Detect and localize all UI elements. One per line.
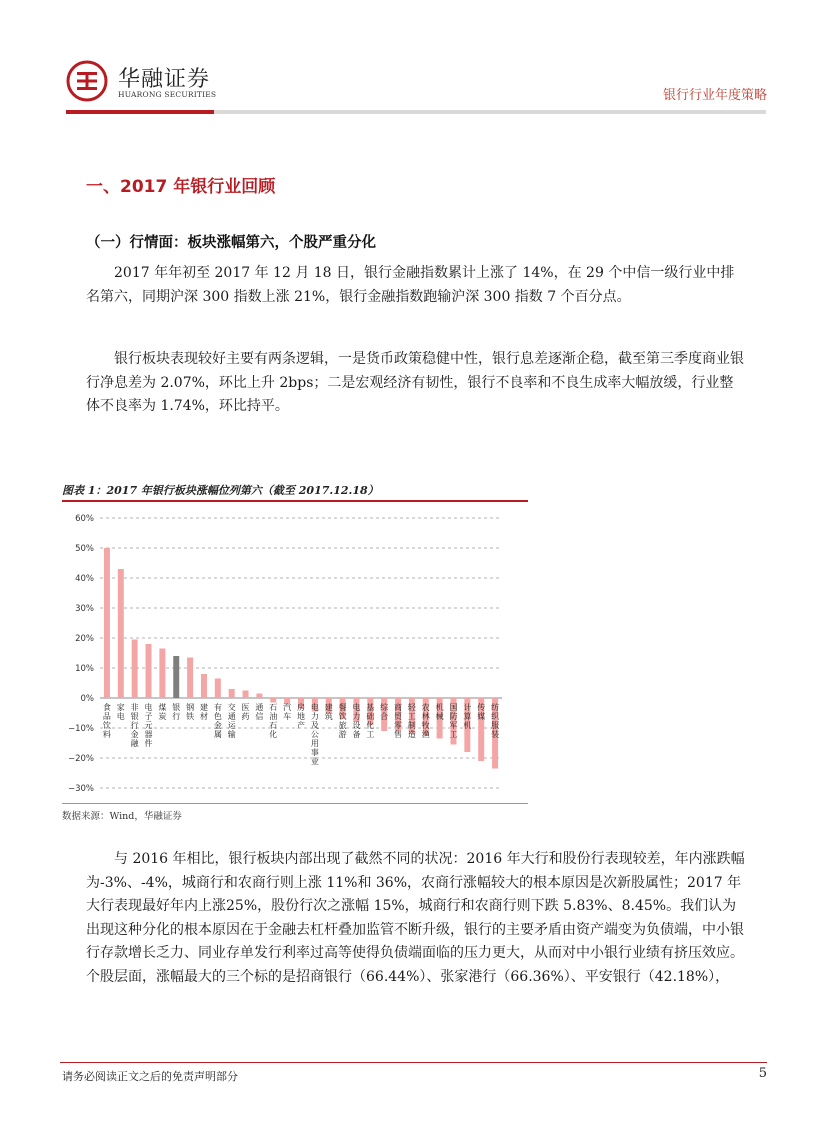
- category-label: 通信: [255, 703, 264, 721]
- paragraph-3: 与 2016 年相比，银行板块内部出现了截然不同的状况：2016 年大行和股份行表现较差，年内涨跌幅为-3%、-4%，城商行和农商行则上涨 11%和 36%，农商行涨幅较大的根本原因是次新股属性；2017 年大行表现最好年内上涨25%，股份行次之涨幅 15%，城商行和农商行则下跌 5.83%、8.45%。我们认为出现这种分化的根本原因在于金融去杠杆叠加监管不断升级，银行的主要矛盾由资产端变为负债端，中小银行存款增长乏力、同业存单发行利率过高等使得负债端面临的压力更大，从而对中小银行业绩有挤压效应。个股层面，涨幅最大的三个标的是招商银行（66.44%）、张家港行（66.36%）、平安银行（42.18%），: [86, 851, 745, 985]
- category-label: 纺织服装: [491, 703, 500, 739]
- y-tick-label: 50%: [75, 544, 94, 554]
- category-label: 餐饮旅游: [338, 703, 347, 739]
- bar-3: [146, 644, 152, 698]
- category-label: 农林牧渔: [421, 703, 430, 739]
- category-label: 钢铁: [186, 703, 195, 721]
- category-label: 传媒: [477, 703, 486, 721]
- category-label: 商贸零售: [394, 703, 403, 739]
- figure-source: 数据来源：Wind，华融证券: [62, 811, 182, 822]
- category-label: 基础化工: [366, 703, 375, 739]
- y-tick-label: −30%: [67, 784, 94, 794]
- section-subtitle: （一）行情面：板块涨幅第六，个股严重分化: [86, 235, 376, 251]
- footer-divider: [60, 1062, 767, 1063]
- category-label: 建筑: [324, 703, 333, 721]
- bar-9: [229, 689, 235, 698]
- figure-bottom-rule: [62, 803, 528, 804]
- category-label: 机械: [435, 703, 444, 721]
- footer-disclaimer: 请务必阅读正文之后的免责声明部分: [62, 1070, 238, 1083]
- y-tick-label: −20%: [67, 754, 94, 764]
- bar-5: [173, 656, 179, 698]
- huarong-logo-icon: [66, 60, 108, 102]
- paragraph-2: 银行板块表现较好主要有两条逻辑，一是货币政策稳健中性，银行息差逐渐企稳，截至第三季度商业银行净息差为 2.07%，环比上升 2bps；二是宏观经济有韧性，银行不良率和不良生成率大幅放缓，行业整体不良率为 1.74%，环比持平。: [86, 351, 744, 414]
- bar-8: [215, 679, 221, 699]
- figure-top-rule: [62, 500, 528, 502]
- brand-name-en: HUARONG SECURITIES: [118, 90, 217, 99]
- bar-4: [159, 649, 165, 699]
- category-label: 石油石化: [269, 703, 278, 739]
- bar-1: [118, 569, 124, 698]
- y-tick-label: 60%: [75, 514, 94, 524]
- category-label: 有色金属: [213, 703, 222, 739]
- brand-name-cn: 华融证券: [118, 67, 211, 92]
- category-label: 电子元器件: [144, 703, 153, 748]
- category-label: 食品饮料: [102, 703, 111, 739]
- category-label: 电力设备: [352, 703, 361, 739]
- category-label: 计算机: [463, 703, 472, 730]
- category-label: 电力及公用事业: [310, 703, 319, 766]
- category-label: 非银行金融: [130, 703, 139, 748]
- y-tick-label: 0%: [80, 694, 94, 704]
- y-tick-label: 20%: [75, 634, 94, 644]
- report-title: 银行行业年度策略: [662, 88, 767, 103]
- bar-10: [243, 691, 249, 699]
- bar-7: [201, 674, 207, 698]
- category-label: 交通运输: [227, 703, 236, 739]
- bar-0: [104, 548, 110, 698]
- sector-return-bar-chart: [62, 506, 528, 802]
- category-label: 轻工制造: [407, 703, 416, 739]
- brand-logo: [66, 60, 216, 104]
- bar-11: [256, 694, 262, 699]
- bar-6: [187, 658, 193, 699]
- category-label: 房地产: [297, 703, 305, 730]
- category-label: 医药: [241, 703, 250, 721]
- bar-2: [132, 640, 138, 699]
- header-divider-accent: [66, 110, 214, 114]
- category-label: 汽车: [283, 703, 292, 721]
- category-label: 国防军工: [449, 703, 458, 739]
- y-tick-label: 40%: [75, 574, 94, 584]
- paragraph-1: 2017 年年初至 2017 年 12 月 18 日，银行金融指数累计上涨了 14%，在 29 个中信一级行业中排名第六，同期沪深 300 指数上涨 21%，银行金融指数跑输沪深 300 指数 7 个百分点。: [86, 265, 735, 305]
- y-tick-label: 10%: [75, 664, 94, 674]
- category-label: 家电: [116, 703, 125, 721]
- category-label: 银行: [172, 703, 181, 721]
- category-label: 综合: [380, 703, 389, 721]
- bar-12: [270, 698, 276, 703]
- category-label: 建材: [199, 703, 208, 721]
- y-tick-label: 30%: [75, 604, 94, 614]
- y-tick-label: −10%: [67, 724, 94, 734]
- page-number: 5: [758, 1066, 767, 1081]
- category-label: 煤炭: [158, 703, 167, 721]
- section-title: 一、2017 年银行业回顾: [86, 177, 276, 197]
- figure-title: 图表 1：2017 年银行板块涨幅位列第六（截至 2017.12.18）: [62, 484, 379, 497]
